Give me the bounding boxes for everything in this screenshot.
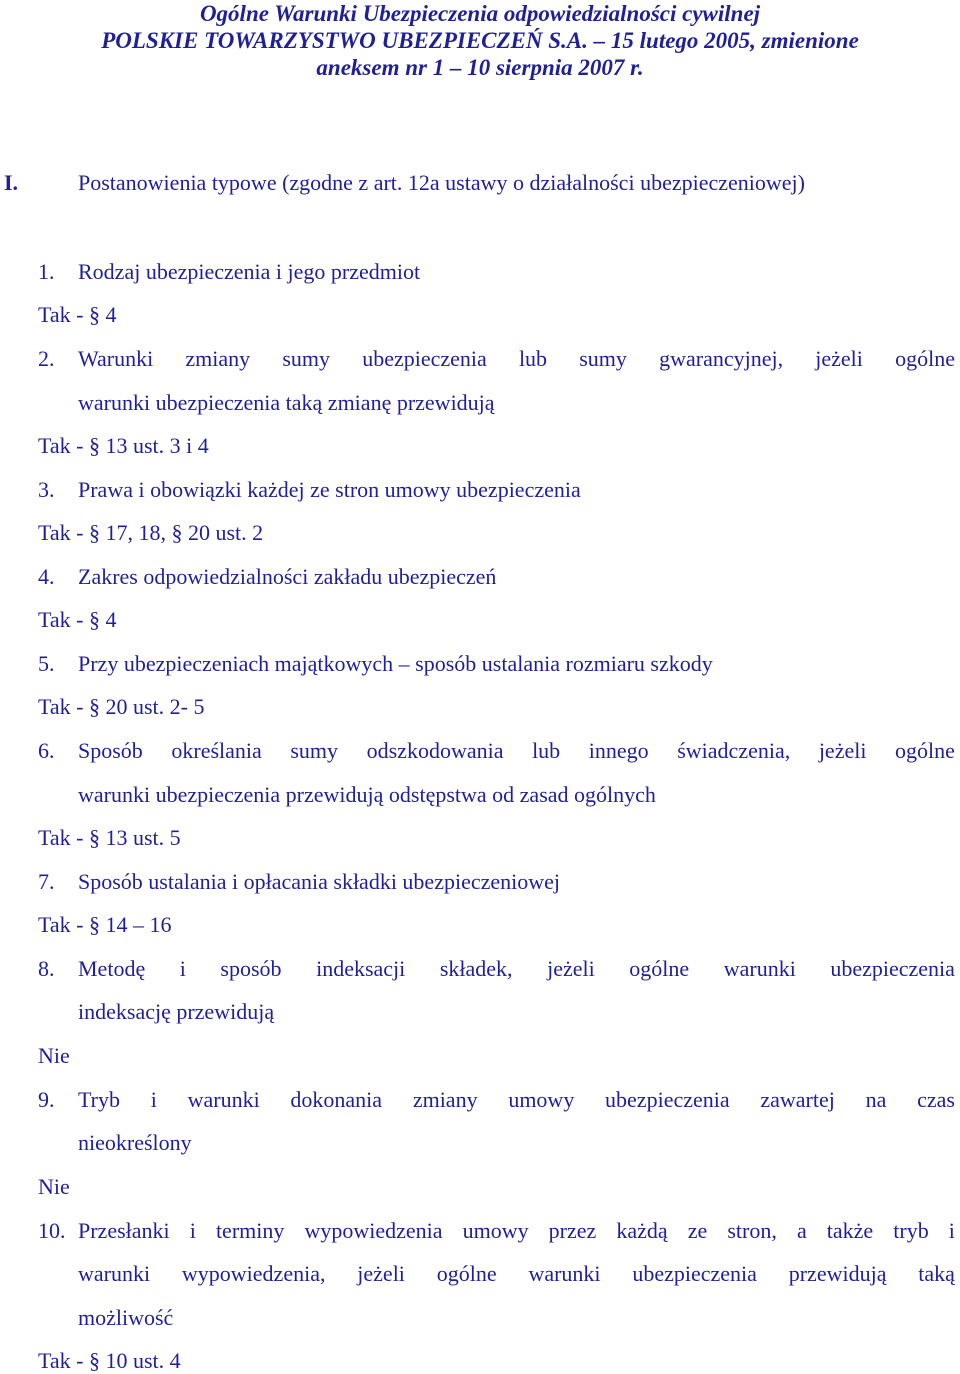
header-line-2: POLSKIE TOWARZYSTWO UBEZPIECZEŃ S.A. – 15 lutego 2005, zmienione: [101, 28, 859, 53]
list-item-number: 5.: [38, 651, 55, 676]
list-item-text: Sposób określania sumy odszkodowania lub innego świadczenia, jeżeli ogólne: [78, 738, 955, 763]
list-item-text: Przy ubezpieczeniach majątkowych – sposób ustalania rozmiaru szkody: [78, 651, 713, 676]
list-item-answer: Tak - § 4: [38, 302, 117, 327]
list-item-number: 6.: [38, 738, 55, 763]
list-item-text: Warunki zmiany sumy ubezpieczenia lub sumy gwarancyjnej, jeżeli ogólne: [78, 346, 955, 371]
list-item-text: nieokreślony: [78, 1130, 192, 1155]
list-item-text: Sposób ustalania i opłacania składki ubezpieczeniowej: [78, 869, 561, 894]
list-item-text: możliwość: [78, 1305, 174, 1330]
list-item-number: 9.: [38, 1087, 55, 1112]
list-item-number: 10.: [38, 1218, 66, 1243]
document-header: [0, 0, 960, 81]
list-item-text: Metodę i sposób indeksacji składek, jeżeli ogólne warunki ubezpieczenia: [78, 956, 955, 981]
list-item-answer: Tak - § 4: [38, 607, 117, 632]
list-item-text: Prawa i obowiązki każdej ze stron umowy ubezpieczenia: [78, 477, 581, 502]
list-item-number: 7.: [38, 869, 55, 894]
list-item-answer: Tak - § 13 ust. 5: [38, 825, 181, 850]
list-item-text: warunki ubezpieczenia taką zmianę przewidują: [78, 390, 495, 415]
list-item-answer: Tak - § 17, 18, § 20 ust. 2: [38, 520, 264, 545]
list-item-number: 2.: [38, 346, 55, 371]
list-item-answer: Tak - § 14 – 16: [38, 912, 172, 937]
list-item-text: warunki ubezpieczenia przewidują odstępstwa od zasad ogólnych: [78, 782, 656, 807]
list-item-text: Przesłanki i terminy wypowiedzenia umowy przez każdą ze stron, a także tryb i: [78, 1218, 955, 1243]
list-item-text: warunki wypowiedzenia, jeżeli ogólne warunki ubezpieczenia przewidują taką: [78, 1261, 955, 1286]
list-item-answer: Tak - § 10 ust. 4: [38, 1348, 181, 1373]
section-number: I.: [4, 170, 19, 195]
header-line-1: Ogólne Warunki Ubezpieczenia odpowiedzialności cywilnej: [199, 1, 761, 26]
list-item-answer: Nie: [38, 1174, 70, 1199]
list-item-answer: Tak - § 13 ust. 3 i 4: [38, 433, 209, 458]
list-item-text: Zakres odpowiedzialności zakładu ubezpieczeń: [78, 564, 497, 589]
list-item-answer: Tak - § 20 ust. 2- 5: [38, 694, 205, 719]
header-line-3: aneksem nr 1 – 10 sierpnia 2007 r.: [316, 55, 644, 80]
list-item-text: Tryb i warunki dokonania zmiany umowy ubezpieczenia zawartej na czas: [78, 1087, 955, 1112]
section-title: Postanowienia typowe (zgodne z art. 12a ustawy o działalności ubezpieczeniowej): [78, 170, 805, 195]
list-item-text: indeksację przewidują: [78, 999, 275, 1024]
list-item-number: 3.: [38, 477, 55, 502]
list-item-text: Rodzaj ubezpieczenia i jego przedmiot: [78, 259, 421, 284]
list-item-number: 4.: [38, 564, 55, 589]
list-item-number: 1.: [38, 259, 55, 284]
list-item-number: 8.: [38, 956, 55, 981]
list-item-answer: Nie: [38, 1043, 70, 1068]
